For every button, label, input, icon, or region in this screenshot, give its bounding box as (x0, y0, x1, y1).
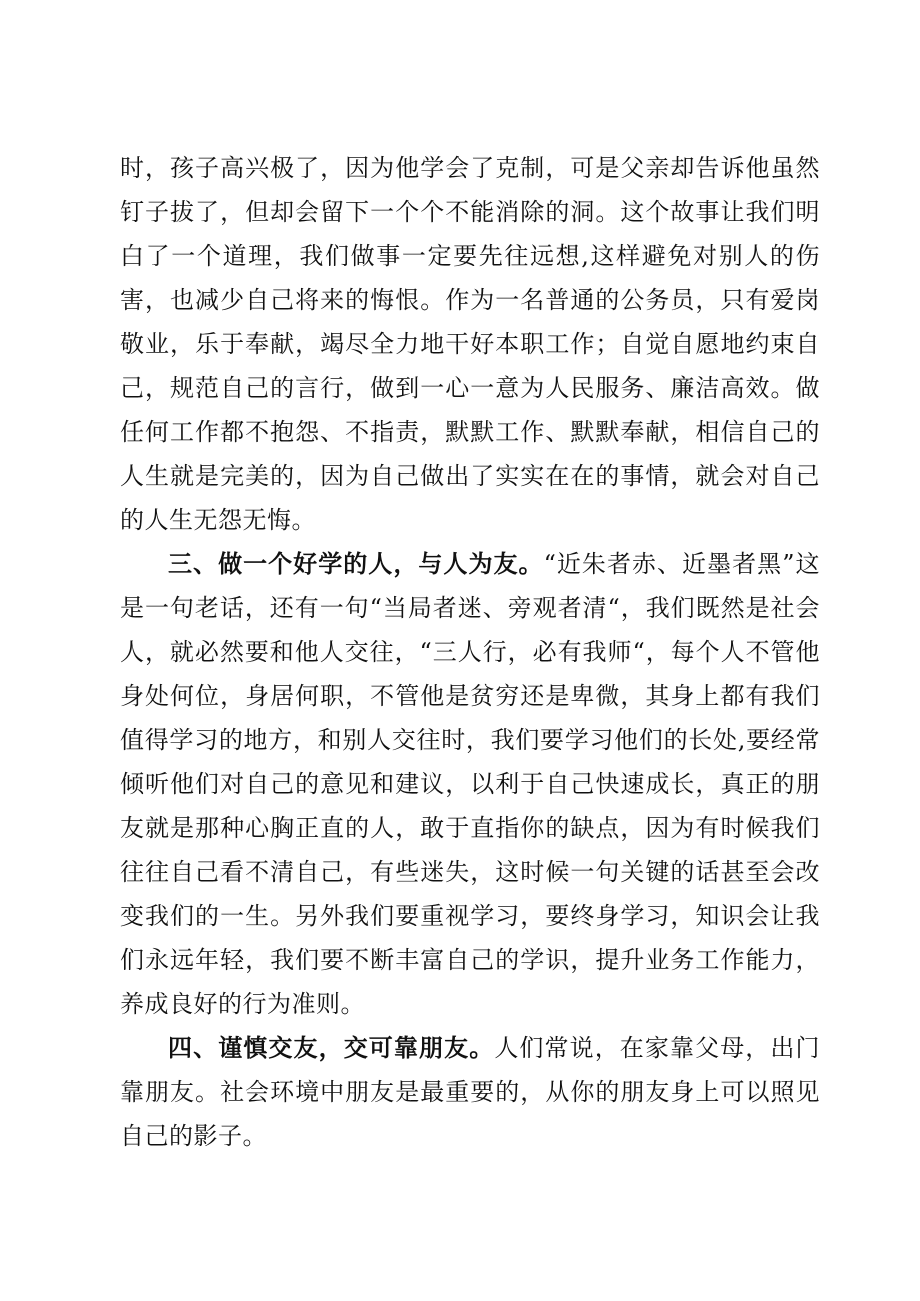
section-heading-three: 三、做一个好学的人，与人为友。 (168, 550, 544, 578)
section-heading-four: 四、谨慎交友，交可靠朋友。 (168, 1034, 495, 1062)
paragraph-continuation (120, 146, 820, 542)
paragraph-section-three (120, 542, 820, 1026)
paragraph-text: 人们常说，在家靠父母，出门靠朋友。社会环境中朋友是最重要的，从你的朋友身上可以照见自己的影子。 (120, 1034, 821, 1150)
paragraph-section-four (120, 1026, 820, 1158)
document-body (120, 146, 820, 1158)
paragraph-text: “近朱者赤、近墨者黑”这是一句老话，还有一句“当局者迷、旁观者清“，我们既然是社会人，就必然要和他人交往，“三人行，必有我师“，每个人不管他身处何位，身居何职，不管他是贫穷还是卑微，其身上都有我们值得学习的地方，和别人交往时，我们要学习他们的长处,要经常倾听他们对自己的意见和建议，以利于自己快速成长，真正的朋友就是那种心胸正直的人，敢于直指你的缺点，因为有时候我们往往自己看不清自己，有些迷失，这时候一句关键的话甚至会改变我们的一生。另外我们要重视学习，要终身学习，知识会让我们永远年轻，我们要不断丰富自己的学识，提升业务工作能力，养成良好的行为准则。 (120, 550, 821, 1018)
paragraph-text: 时，孩子高兴极了，因为他学会了克制，可是父亲却告诉他虽然钉子拔了，但却会留下一个个不能消除的洞。这个故事让我们明白了一个道理，我们做事一定要先往远想,这样避免对别人的伤害，也减少自己将来的悔恨。作为一名普通的公务员，只有爱岗敬业，乐于奉献，竭尽全力地干好本职工作；自觉自愿地约束自己，规范自己的言行，做到一心一意为人民服务、廉洁高效。做任何工作都不抱怨、不指责，默默工作、默默奉献，相信自己的人生就是完美的，因为自己做出了实实在在的事情，就会对自己的人生无怨无悔。 (120, 154, 820, 534)
